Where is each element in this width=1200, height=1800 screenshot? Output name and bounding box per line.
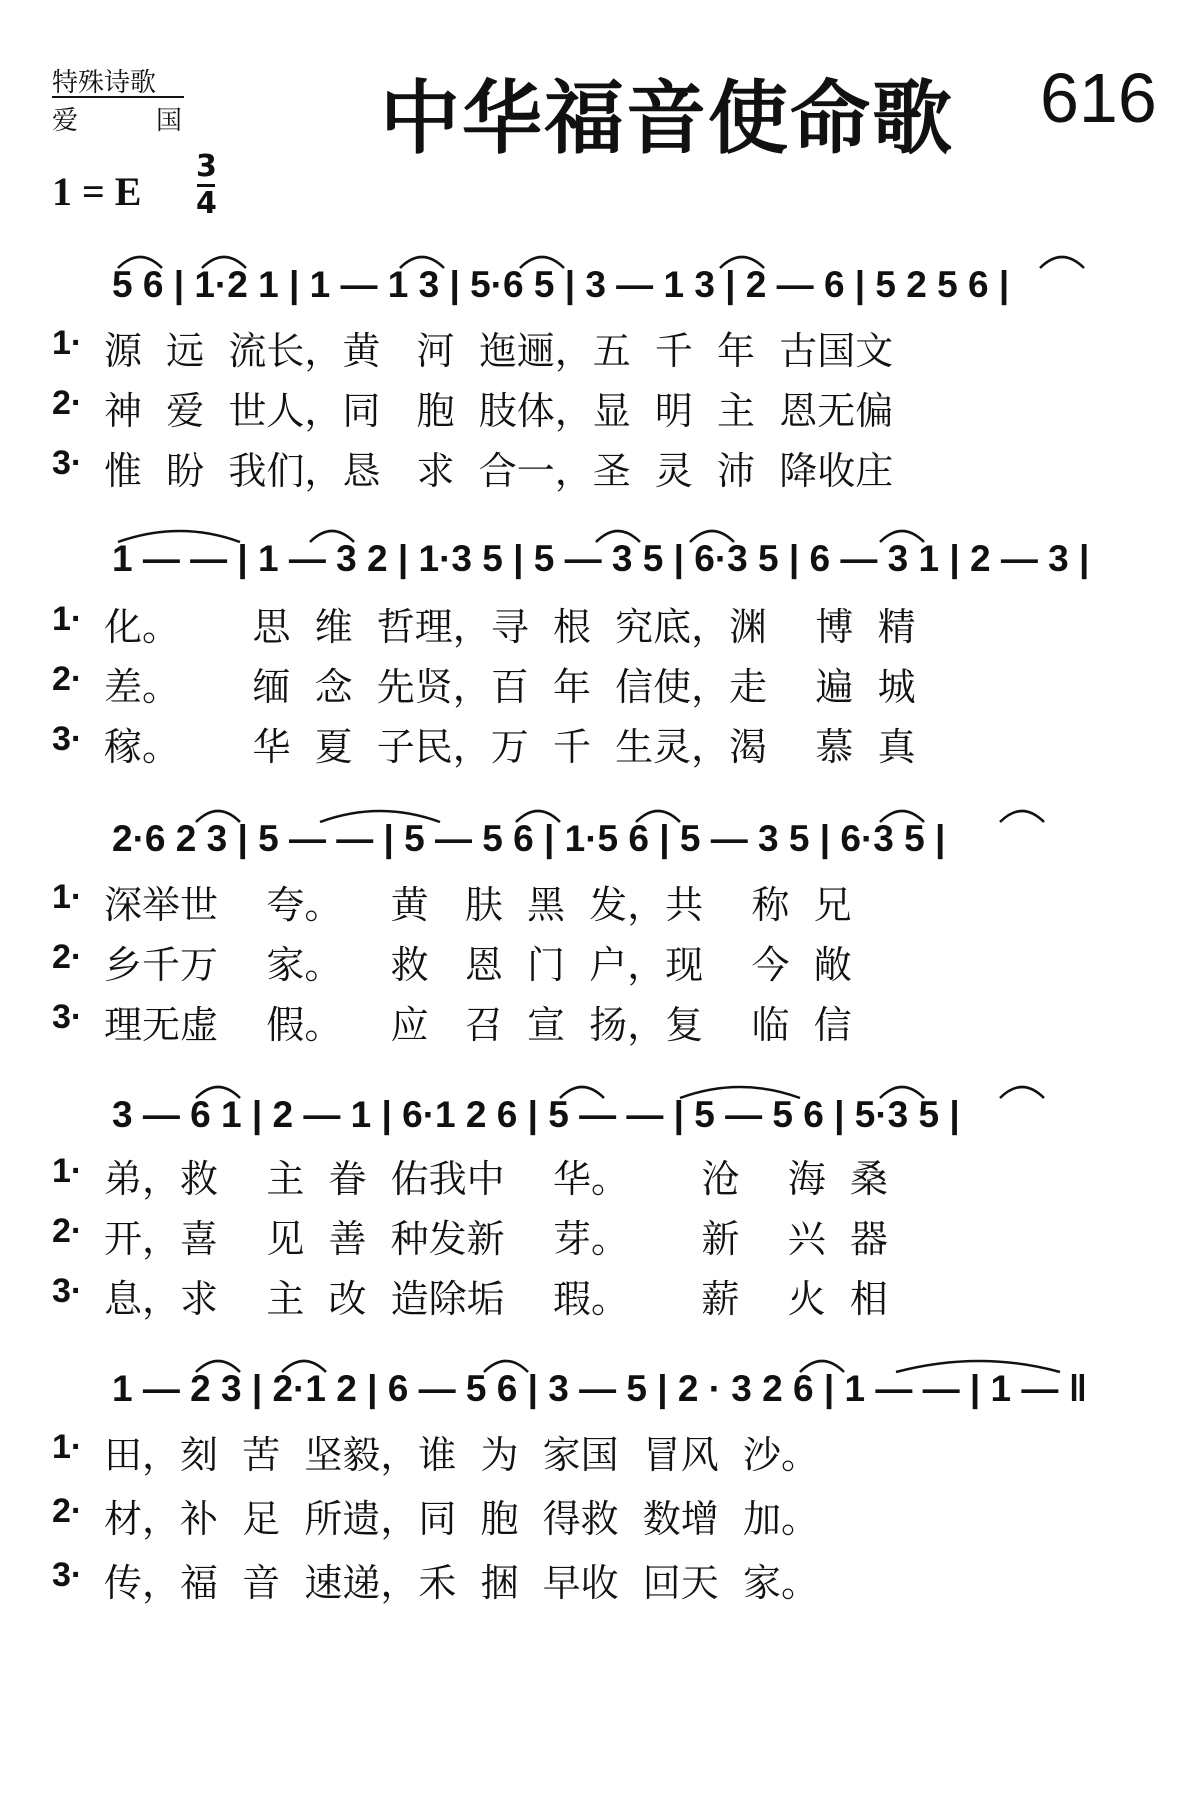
lyric-text: 田，刻 苦 坚毅，谁 为 家国 冒风 沙。 xyxy=(104,1433,819,1477)
subcategory-char-2: 国 xyxy=(156,106,183,136)
lyric-text: 差。 缅 念 先贤，百 年 信使，走 遍 城 xyxy=(104,665,916,709)
lyric-text: 惟 盼 我们，恳 求 合一，圣 灵 沛 降收庄 xyxy=(104,449,894,493)
subcategory-char-1: 爱 xyxy=(52,106,79,136)
lyric-text: 乡千万 家。 救 恩 门 户，现 今 敞 xyxy=(104,943,852,987)
notation-row-5 xyxy=(0,1350,1200,1410)
category-label: 特殊诗歌 xyxy=(52,68,157,98)
lyric-text: 弟，救 主 眷 佑我中 华。 沧 海 桑 xyxy=(104,1157,888,1201)
notation-row-4 xyxy=(0,1076,1200,1136)
hymn-title: 中华福音使命歌 xyxy=(380,72,954,165)
lyric-text: 源 远 流长，黄 河 迤逦，五 千 年 古国文 xyxy=(104,329,894,373)
verse-number: 1· xyxy=(52,1152,83,1190)
verse-number: 2· xyxy=(52,1492,83,1530)
notation-text-1: 5 6 | 1·2 1 | 1 — 1 3 | 5·6 5 | 3 — 1 3 | 2 — 6 | 5 2 5 6 | xyxy=(112,264,1010,305)
verse-number: 2· xyxy=(52,384,83,422)
verse-number: 1· xyxy=(52,324,83,362)
verse-number: 2· xyxy=(52,938,83,976)
notation-text-4: 3 — 6 1 | 2 — 1 | 6·1 2 6 | 5 — — | 5 — 5 6 | 5·3 5 | xyxy=(112,1094,960,1135)
verse-number: 1· xyxy=(52,1428,83,1466)
lyric-text: 传，福 音 速递，禾 捆 早收 回天 家。 xyxy=(104,1561,819,1605)
notation-text-3: 2·6 2 3 | 5 — — | 5 — 5 6 | 1·5 6 | 5 — 3 5 | 6·3 5 | xyxy=(112,818,946,859)
verse-number: 3· xyxy=(52,1272,83,1310)
notation-text-2: 1 — — | 1 — 3 2 | 1·3 5 | 5 — 3 5 | 6·3 5 | 6 — 3 1 | 2 — 3 | xyxy=(112,538,1090,579)
notation-row-2 xyxy=(0,520,1200,580)
lyric-text: 深举世 夸。 黄 肤 黑 发，共 称 兄 xyxy=(104,883,852,927)
hymn-number: 616 xyxy=(1040,59,1157,137)
subcategory-label xyxy=(52,100,182,137)
verse-number: 3· xyxy=(52,444,83,482)
time-signature-bottom: 4 xyxy=(196,186,217,221)
lyric-text: 材，补 足 所遗，同 胞 得救 数增 加。 xyxy=(104,1497,819,1541)
lyric-text: 化。 思 维 哲理，寻 根 究底，渊 博 精 xyxy=(104,605,916,649)
notation-text-5: 1 — 2 3 | 2·1 2 | 6 — 5 6 | 3 — 5 | 2 · 3 2 6 | 1 — — | 1 — ‖ xyxy=(112,1368,1088,1409)
category-divider xyxy=(52,96,184,98)
notation-row-3 xyxy=(0,800,1200,860)
verse-number: 1· xyxy=(52,878,83,916)
time-signature xyxy=(196,149,217,221)
lyric-text: 理无虚 假。 应 召 宣 扬，复 临 信 xyxy=(104,1003,852,1047)
verse-number: 3· xyxy=(52,998,83,1036)
verse-number: 2· xyxy=(52,660,83,698)
lyric-text: 息，求 主 改 造除垢 瑕。 薪 火 相 xyxy=(104,1277,888,1321)
time-signature-top: 3 xyxy=(196,149,217,184)
lyric-text: 神 爱 世人，同 胞 肢体，显 明 主 恩无偏 xyxy=(104,389,894,433)
verse-number: 1· xyxy=(52,600,83,638)
lyric-text: 开，喜 见 善 种发新 芽。 新 兴 器 xyxy=(104,1217,888,1261)
verse-number: 3· xyxy=(52,1556,83,1594)
verse-number: 3· xyxy=(52,720,83,758)
lyric-text: 稼。 华 夏 子民，万 千 生灵，渴 慕 真 xyxy=(104,725,916,769)
verse-number: 2· xyxy=(52,1212,83,1250)
notation-row-1 xyxy=(0,246,1200,306)
key-signature: 1 = E xyxy=(52,169,142,214)
